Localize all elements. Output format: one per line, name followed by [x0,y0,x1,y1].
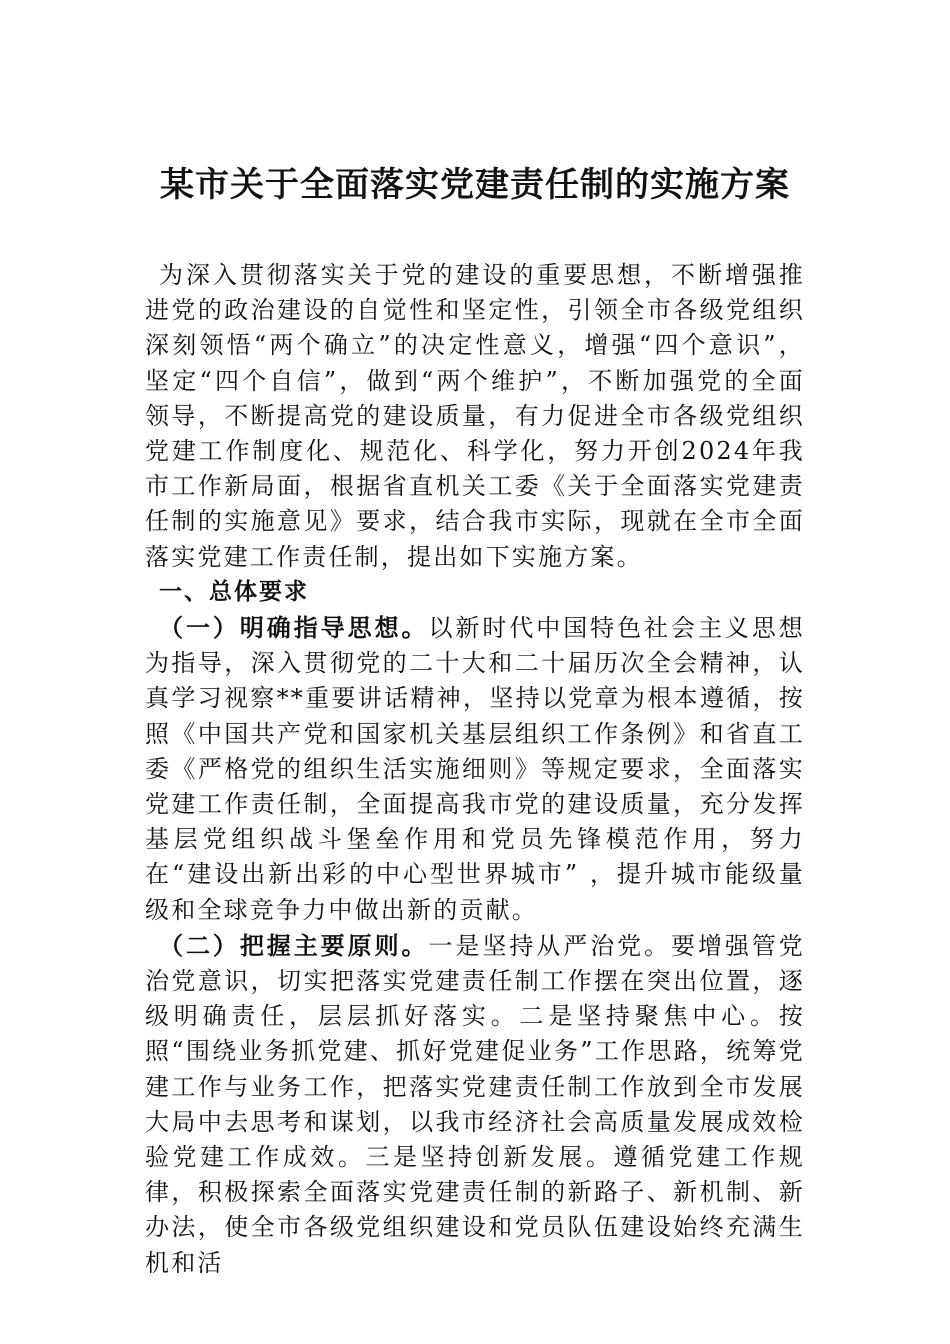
item-main-principles-lead: （二）把握主要原则。 [159,930,429,960]
item-guiding-ideology-text: 以新时代中国特色社会主义思想为指导，深入贯彻党的二十大和二十届历次全会精神，认真学习视察**重要讲话精神，坚持以党章为根本遵循，按照《中国共产党和国家机关基层组织工作条例》和省直工委《严格党的组织生活实施细则》等规定要求，全面落实党建工作责任制，全面提高我市党的建设质量，充分发挥基层党组织战斗堡垒作用和党员先锋模范作用，努力在“建设出新出彩的中心型世界城市” ，提升城市能级量级和全球竞争力中做出新的贡献。 [145,614,805,924]
item-main-principles-text: 一是坚持从严治党。要增强管党治党意识，切实把落实党建责任制工作摆在突出位置，逐级明确责任，层层抓好落实。二是坚持聚焦中心。按照“围绕业务抓党建、抓好党建促业务”工作思路，统筹党建工作与业务工作，把落实党建责任制工作放到全市发展大局中去思考和谋划，以我市经济社会高质量发展成效检验党建工作成效。三是坚持创新发展。遵循党建工作规律，积极探索全面落实党建责任制的新路子、新机制、新办法，使全市各级党组织建设和党员队伍建设始终充满生机和活 [145,931,805,1277]
document-body [145,258,805,1281]
item-guiding-ideology [145,610,805,928]
item-guiding-ideology-lead: （一）明确指导思想。 [159,613,429,643]
document-title: 某市关于全面落实党建责任制的实施方案 [160,165,790,205]
item-main-principles [145,928,805,1281]
intro-paragraph: 为深入贯彻落实关于党的建设的重要思想，不断增强推进党的政治建设的自觉性和坚定性，引领全市各级党组织深刻领悟“两个确立”的决定性意义，增强“四个意识”，坚定“四个自信”，做到“两个维护”，不断加强党的全面领导，不断提高党的建设质量，有力促进全市各级党组织党建工作制度化、规范化、科学化，努力开创2024年我市工作新局面，根据省直机关工委《关于全面落实党建责任制的实施意见》要求，结合我市实际，现就在全市全面落实党建工作责任制，提出如下实施方案。 [145,261,805,571]
section-heading-general-requirements: 一、总体要求 [159,578,309,605]
